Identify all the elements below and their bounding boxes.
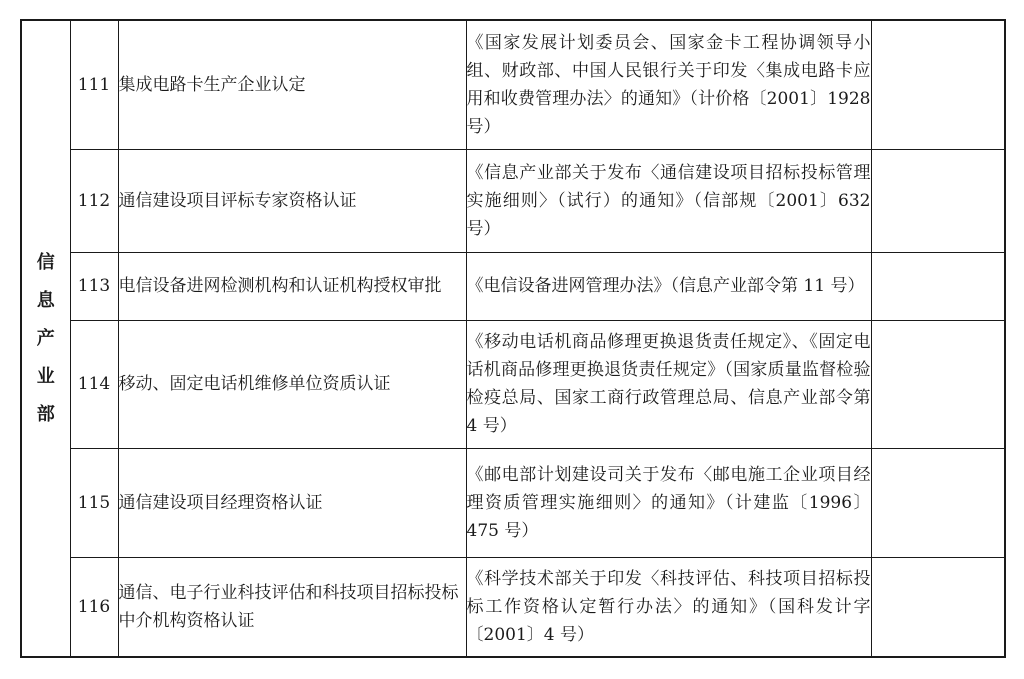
item-number: 112 bbox=[70, 149, 118, 252]
item-name: 电信设备进网检测机构和认证机构授权审批 bbox=[118, 252, 466, 320]
item-name: 集成电路卡生产企业认定 bbox=[118, 20, 466, 149]
item-legal-basis: 《信息产业部关于发布〈通信建设项目招标投标管理实施细则〉（试行）的通知》（信部规〔2001〕632 号） bbox=[466, 149, 871, 252]
item-legal-basis: 《科学技术部关于印发〈科技评估、科技项目招标投标工作资格认定暂行办法〉的通知》（国科发计字〔2001〕4 号） bbox=[466, 557, 871, 657]
item-name: 通信建设项目评标专家资格认证 bbox=[118, 149, 466, 252]
item-number: 115 bbox=[70, 448, 118, 557]
item-note bbox=[871, 20, 1005, 149]
department-char: 业 bbox=[36, 365, 55, 387]
table-row bbox=[21, 448, 1005, 557]
department-char: 部 bbox=[36, 403, 55, 425]
item-legal-basis: 《移动电话机商品修理更换退货责任规定》、《固定电话机商品修理更换退货责任规定》（国家质量监督检验检疫总局、国家工商行政管理总局、信息产业部令第 4 号） bbox=[466, 320, 871, 448]
table-row bbox=[21, 252, 1005, 320]
item-name: 移动、固定电话机维修单位资质认证 bbox=[118, 320, 466, 448]
item-number: 113 bbox=[70, 252, 118, 320]
item-number: 114 bbox=[70, 320, 118, 448]
table-row bbox=[21, 149, 1005, 252]
table-row bbox=[21, 320, 1005, 448]
approval-items-table bbox=[20, 19, 1006, 658]
item-name: 通信建设项目经理资格认证 bbox=[118, 448, 466, 557]
department-char: 产 bbox=[36, 327, 55, 349]
item-name: 通信、电子行业科技评估和科技项目招标投标中介机构资格认证 bbox=[118, 557, 466, 657]
item-legal-basis: 《国家发展计划委员会、国家金卡工程协调领导小组、财政部、中国人民银行关于印发〈集成电路卡应用和收费管理办法〉的通知》（计价格〔2001〕1928 号） bbox=[466, 20, 871, 149]
department-char: 信 bbox=[36, 251, 55, 273]
table-row bbox=[21, 557, 1005, 657]
item-note bbox=[871, 149, 1005, 252]
department-char: 息 bbox=[36, 289, 55, 311]
item-note bbox=[871, 448, 1005, 557]
item-number: 116 bbox=[70, 557, 118, 657]
department-cell bbox=[21, 20, 70, 657]
item-legal-basis: 《电信设备进网管理办法》（信息产业部令第 11 号） bbox=[466, 252, 871, 320]
table-row bbox=[21, 20, 1005, 149]
item-note bbox=[871, 557, 1005, 657]
item-legal-basis: 《邮电部计划建设司关于发布〈邮电施工企业项目经理资质管理实施细则〉的通知》（计建监〔1996〕475 号） bbox=[466, 448, 871, 557]
item-note bbox=[871, 252, 1005, 320]
item-number: 111 bbox=[70, 20, 118, 149]
item-note bbox=[871, 320, 1005, 448]
